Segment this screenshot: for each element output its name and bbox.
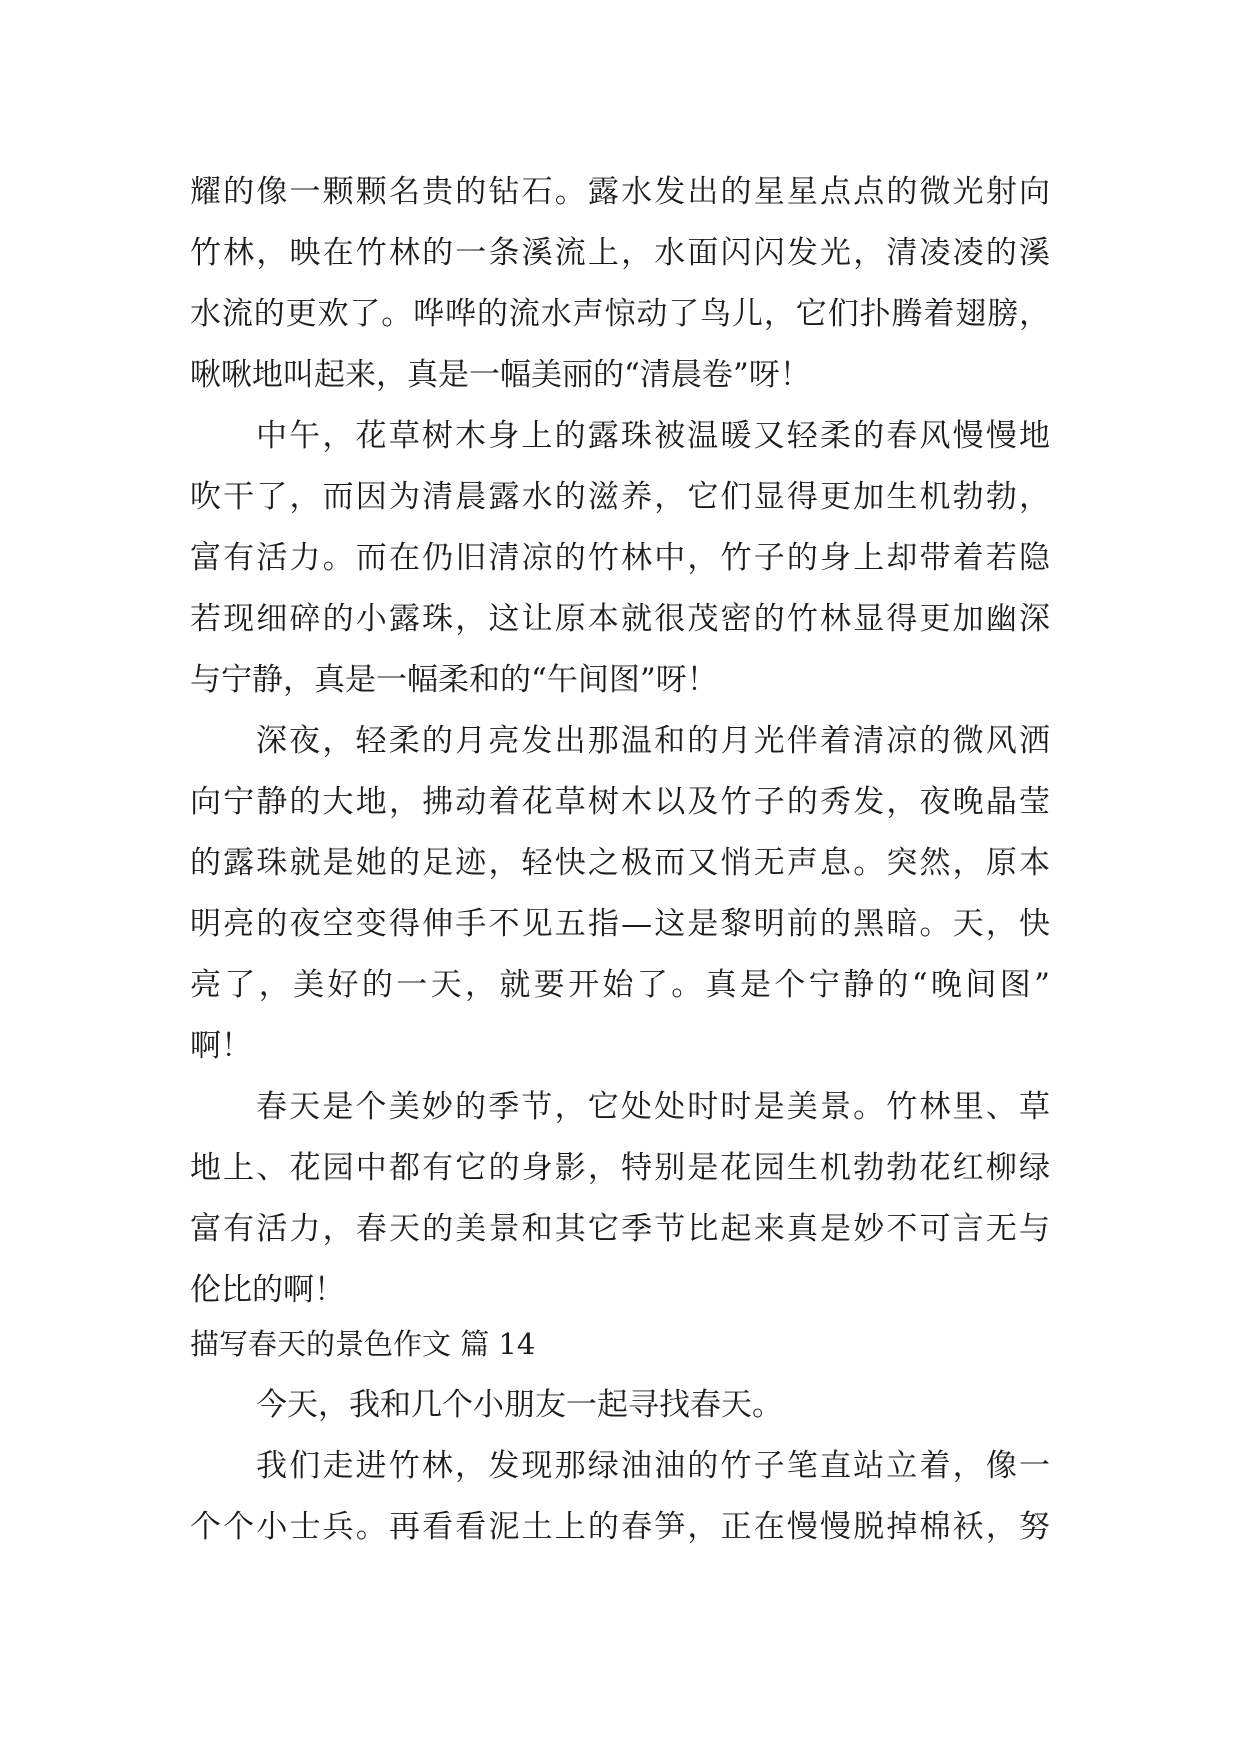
text-line: 啾啾地叫起来，真是一幅美丽的“清晨卷”呀！ — [190, 357, 811, 393]
text-line: 富有活力，春天的美景和其它季节比起来真是妙不可言无与 — [190, 1211, 1050, 1247]
text-line: 耀的像一颗颗名贵的钻石。露水发出的星星点点的微光射向 — [190, 174, 1050, 210]
section-heading: 描写春天的景色作文 篇 14 — [190, 1327, 536, 1361]
text-line: 深夜，轻柔的月亮发出那温和的月光伴着清凉的微风洒 — [256, 723, 1050, 759]
body-text-lower — [190, 1375, 1050, 1558]
text-line: 明亮的夜空变得伸手不见五指—这是黎明前的黑暗。天，快 — [190, 906, 1050, 942]
text-line: 水流的更欢了。哗哗的流水声惊动了鸟儿，它们扑腾着翅膀， — [190, 296, 1050, 332]
text-line: 亮了，美好的一天，就要开始了。真是个宁静的“晚间图” — [190, 967, 1050, 1003]
text-line: 向宁静的大地，拂动着花草树木以及竹子的秀发，夜晚晶莹 — [190, 784, 1050, 820]
text-line: 吹干了，而因为清晨露水的滋养，它们显得更加生机勃勃， — [190, 479, 1050, 515]
paragraph-night — [190, 711, 1050, 1077]
text-line: 的露珠就是她的足迹，轻快之极而又悄无声息。突然，原本 — [190, 845, 1050, 881]
text-line: 今天，我和几个小朋友一起寻找春天。 — [256, 1387, 783, 1423]
text-line: 我们走进竹林，发现那绿油油的竹子笔直站立着，像一 — [256, 1448, 1050, 1484]
text-line: 伦比的啊！ — [190, 1272, 345, 1308]
paragraph-noon — [190, 406, 1050, 711]
paragraph-today — [190, 1375, 1050, 1436]
text-line: 与宁静，真是一幅柔和的“午间图”呀！ — [190, 662, 718, 698]
text-line: 地上、花园中都有它的身影，特别是花园生机勃勃花红柳绿 — [190, 1150, 1050, 1186]
paragraph-bamboo — [190, 1436, 1050, 1558]
text-line: 富有活力。而在仍旧清凉的竹林中，竹子的身上却带着若隐 — [190, 540, 1050, 576]
text-line: 若现细碎的小露珠，这让原本就很茂密的竹林显得更加幽深 — [190, 601, 1050, 637]
paragraph-spring-summary — [190, 1077, 1050, 1321]
body-text-upper — [190, 162, 1050, 1321]
paragraph-morning-continued — [190, 162, 1050, 406]
text-line: 竹林，映在竹林的一条溪流上，水面闪闪发光，清凌凌的溪 — [190, 235, 1050, 271]
text-line: 春天是个美妙的季节，它处处时时是美景。竹林里、草 — [256, 1089, 1050, 1125]
text-line: 中午，花草树木身上的露珠被温暖又轻柔的春风慢慢地 — [256, 418, 1050, 454]
text-line: 个个小士兵。再看看泥土上的春笋，正在慢慢脱掉棉袄，努 — [190, 1509, 1050, 1545]
text-line: 啊！ — [190, 1028, 252, 1064]
